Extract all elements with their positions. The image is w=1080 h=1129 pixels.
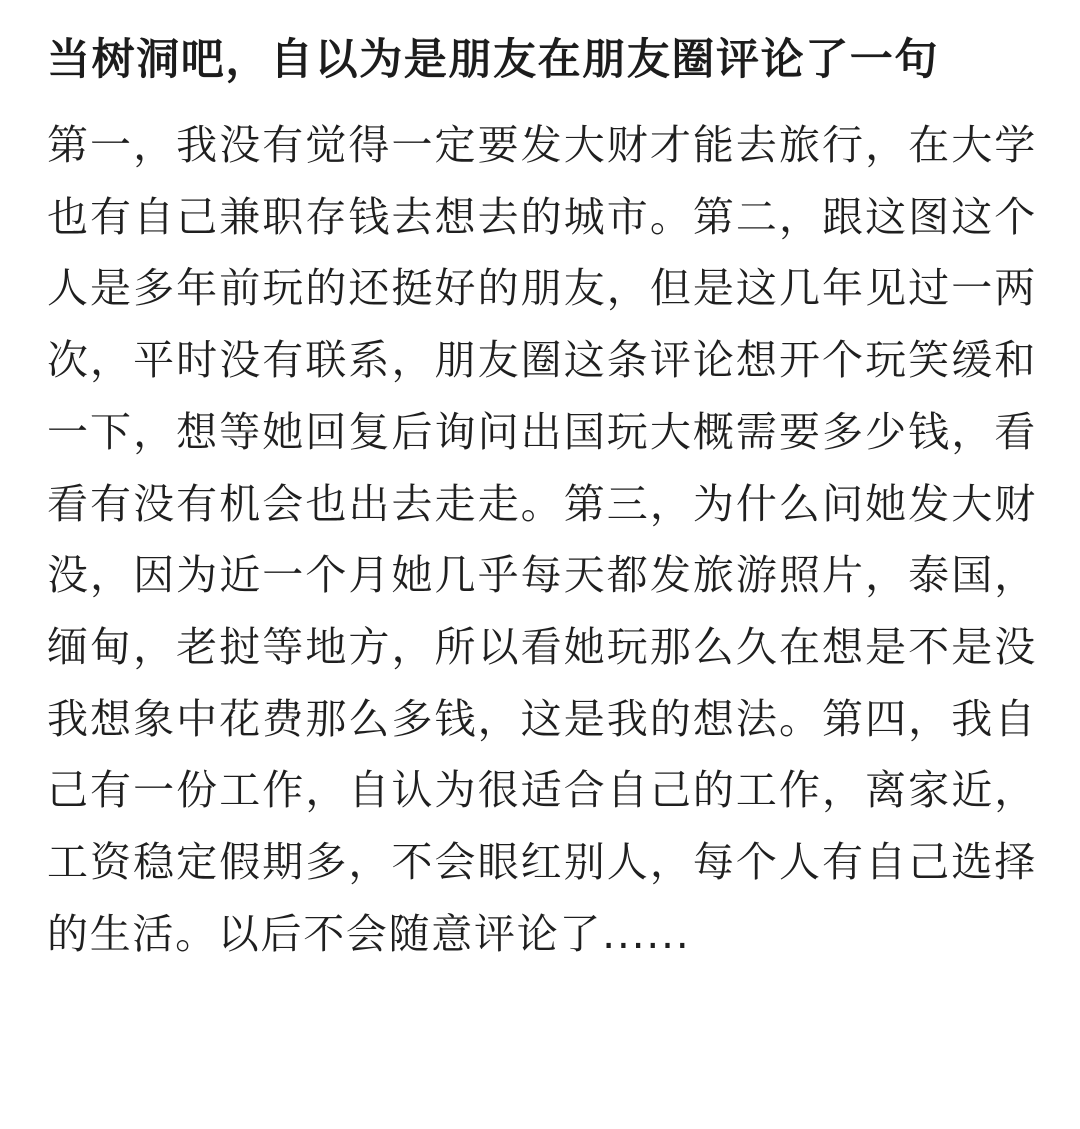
post-body: 第一，我没有觉得一定要发大财才能去旅行，在大学也有自己兼职存钱去想去的城市。第二，跟这图这个人是多年前玩的还挺好的朋友，但是这几年见过一两次，平时没有联系，朋友圈这条评论想开个玩笑缓和一下，想等她回复后询问出国玩大概需要多少钱，看看有没有机会也出去走走。第三，为什么问她发大财没，因为近一个月她几乎每天都发旅游照片，泰国，缅甸，老挝等地方，所以看她玩那么久在想是不是没我想象中花费那么多钱，这是我的想法。第四，我自己有一份工作，自认为很适合自己的工作，离家近，工资稳定假期多，不会眼红别人，每个人有自己选择的生活。以后不会随意评论了...... <box>47 121 1037 958</box>
post-title: 当树洞吧，自以为是朋友在朋友圈评论了一句 <box>47 35 939 85</box>
post-container <box>47 28 1037 970</box>
